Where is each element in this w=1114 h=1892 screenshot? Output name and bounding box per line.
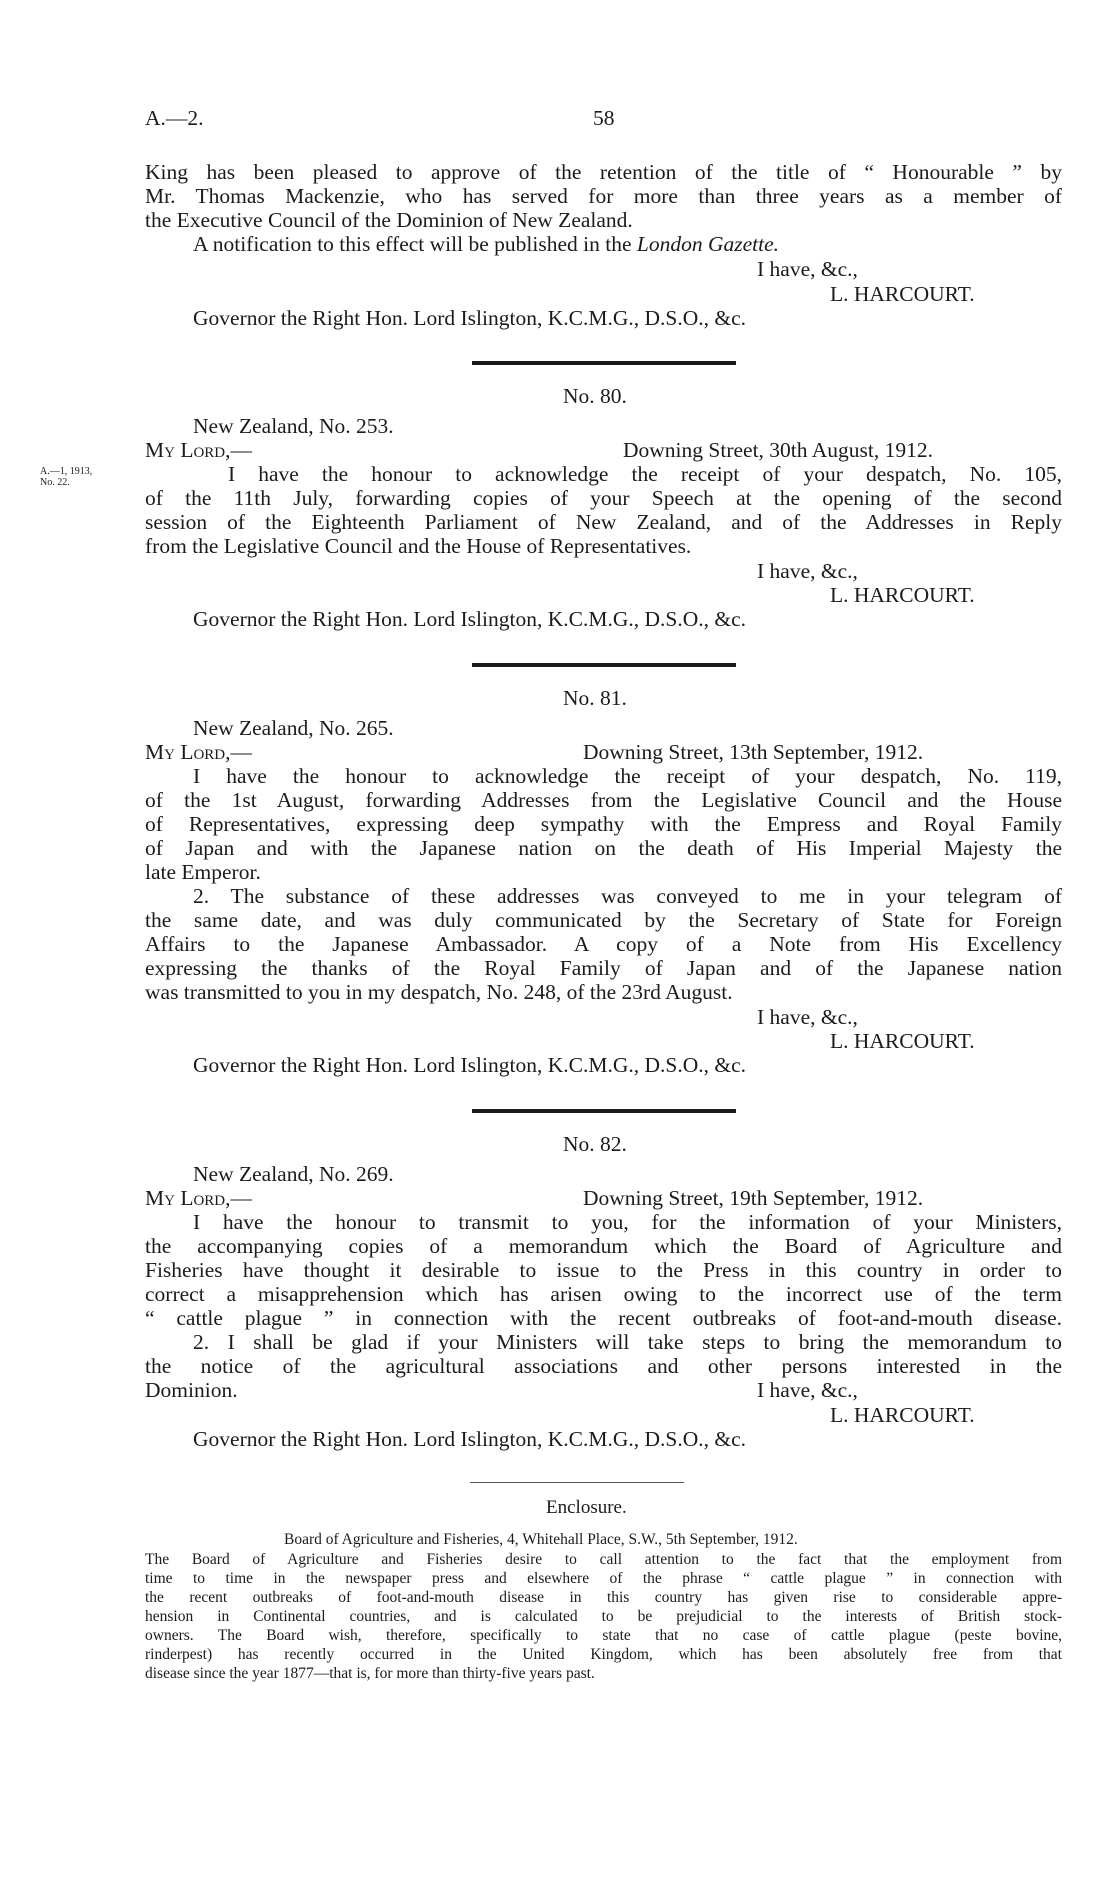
addressee: Governor the Right Hon. Lord Islington, K.C.M.G., D.S.O., &c. [193, 1427, 746, 1451]
section-divider [472, 663, 736, 667]
enclosure-line: owners. The Board wish, therefore, specifically to state that no case of cattle plague (peste bovine, [145, 1627, 1062, 1644]
enclosure-line: hension in Continental countries, and is calculated to be prejudicial to the interests of British stock- [145, 1608, 1062, 1625]
text-line: 2. I shall be glad if your Ministers will take steps to bring the memorandum to [193, 1330, 1062, 1354]
letter-reference: New Zealand, No. 265. [193, 716, 394, 740]
signature: L. HARCOURT. [830, 1403, 975, 1427]
closing: I have, &c., [757, 1378, 858, 1402]
section-divider [472, 1109, 736, 1113]
text-line: expressing the thanks of the Royal Family of Japan and of the Japanese nation [145, 956, 1062, 980]
text-line: correct a misapprehension which has arisen owing to the incorrect use of the term [145, 1282, 1062, 1306]
closing: I have, &c., [757, 559, 858, 583]
text-line: I have the honour to acknowledge the receipt of your despatch, No. 119, [193, 764, 1062, 788]
text-line: of Representatives, expressing deep sympathy with the Empress and Royal Family [145, 812, 1062, 836]
text-line: of the 1st August, forwarding Addresses from the Legislative Council and the House [145, 788, 1062, 812]
notification-line: A notification to this effect will be published in the London Gazette. [193, 232, 779, 256]
letter-date: Downing Street, 19th September, 1912. [583, 1186, 924, 1210]
signature: L. HARCOURT. [830, 1029, 975, 1053]
text-line: the same date, and was duly communicated by the Secretary of State for Foreign [145, 908, 1062, 932]
letter-number: No. 80. [563, 384, 627, 408]
text-line: was transmitted to you in my despatch, No. 248, of the 23rd August. [145, 980, 733, 1004]
text-line: Mr. Thomas Mackenzie, who has served for more than three years as a member of [145, 184, 1062, 208]
enclosure-line: rinderpest) has recently occurred in the United Kingdom, which has been absolutely free from that [145, 1646, 1062, 1663]
enclosure-line: the recent outbreaks of foot-and-mouth disease in this country has given rise to considerable appre- [145, 1589, 1062, 1606]
letter-number: No. 81. [563, 686, 627, 710]
letter-number: No. 82. [563, 1132, 627, 1156]
text-line: of the 11th July, forwarding copies of your Speech at the opening of the second [145, 486, 1062, 510]
enclosure-line: The Board of Agriculture and Fisheries desire to call attention to the fact that the employment from [145, 1551, 1062, 1568]
text-line: late Emperor. [145, 860, 261, 884]
enclosure-line: time to time in the newspaper press and elsewhere of the phrase “ cattle plague ” in connection with [145, 1570, 1062, 1587]
closing: I have, &c., [757, 257, 858, 281]
text-line: the notice of the agricultural associations and other persons interested in the [145, 1354, 1062, 1378]
text-line: the accompanying copies of a memorandum which the Board of Agriculture and [145, 1234, 1062, 1258]
section-divider [472, 361, 736, 365]
letter-reference: New Zealand, No. 253. [193, 414, 394, 438]
document-reference: A.—2. [145, 106, 204, 130]
text-line: Dominion. [145, 1378, 238, 1402]
text-line: I have the honour to acknowledge the receipt of your despatch, No. 105, [228, 462, 1062, 486]
addressee: Governor the Right Hon. Lord Islington, K.C.M.G., D.S.O., &c. [193, 1053, 746, 1077]
text-line: “ cattle plague ” in connection with the recent outbreaks of foot-and-mouth disease. [145, 1306, 1062, 1330]
letter-date: Downing Street, 13th September, 1912. [583, 740, 924, 764]
text-line: I have the honour to transmit to you, for the information of your Ministers, [193, 1210, 1062, 1234]
text-line: Fisheries have thought it desirable to issue to the Press in this country in order to [145, 1258, 1062, 1282]
text-line: the Executive Council of the Dominion of New Zealand. [145, 208, 633, 232]
salutation: My Lord,— [145, 740, 253, 764]
text-line: from the Legislative Council and the House of Representatives. [145, 534, 692, 558]
text-line: of Japan and with the Japanese nation on the death of His Imperial Majesty the [145, 836, 1062, 860]
enclosure-divider [470, 1482, 684, 1483]
addressee: Governor the Right Hon. Lord Islington, K.C.M.G., D.S.O., &c. [193, 607, 746, 631]
addressee: Governor the Right Hon. Lord Islington, K.C.M.G., D.S.O., &c. [193, 306, 746, 330]
text-line: session of the Eighteenth Parliament of New Zealand, and of the Addresses in Reply [145, 510, 1062, 534]
signature: L. HARCOURT. [830, 282, 975, 306]
page-number: 58 [593, 106, 615, 130]
letter-reference: New Zealand, No. 269. [193, 1162, 394, 1186]
salutation: My Lord,— [145, 438, 253, 462]
closing: I have, &c., [757, 1005, 858, 1029]
margin-note: A.—1, 1913, No. 22. [40, 466, 93, 488]
signature: L. HARCOURT. [830, 583, 975, 607]
letter-date: Downing Street, 30th August, 1912. [623, 438, 933, 462]
text-line: King has been pleased to approve of the retention of the title of “ Honourable ” by [145, 160, 1062, 184]
salutation: My Lord,— [145, 1186, 253, 1210]
enclosure-line: disease since the year 1877—that is, for more than thirty-five years past. [145, 1665, 595, 1682]
enclosure-title: Enclosure. [546, 1497, 627, 1518]
text-line: 2. The substance of these addresses was conveyed to me in your telegram of [193, 884, 1062, 908]
text-line: Affairs to the Japanese Ambassador. A copy of a Note from His Excellency [145, 932, 1062, 956]
enclosure-address: Board of Agriculture and Fisheries, 4, Whitehall Place, S.W., 5th September, 1912. [284, 1531, 798, 1548]
